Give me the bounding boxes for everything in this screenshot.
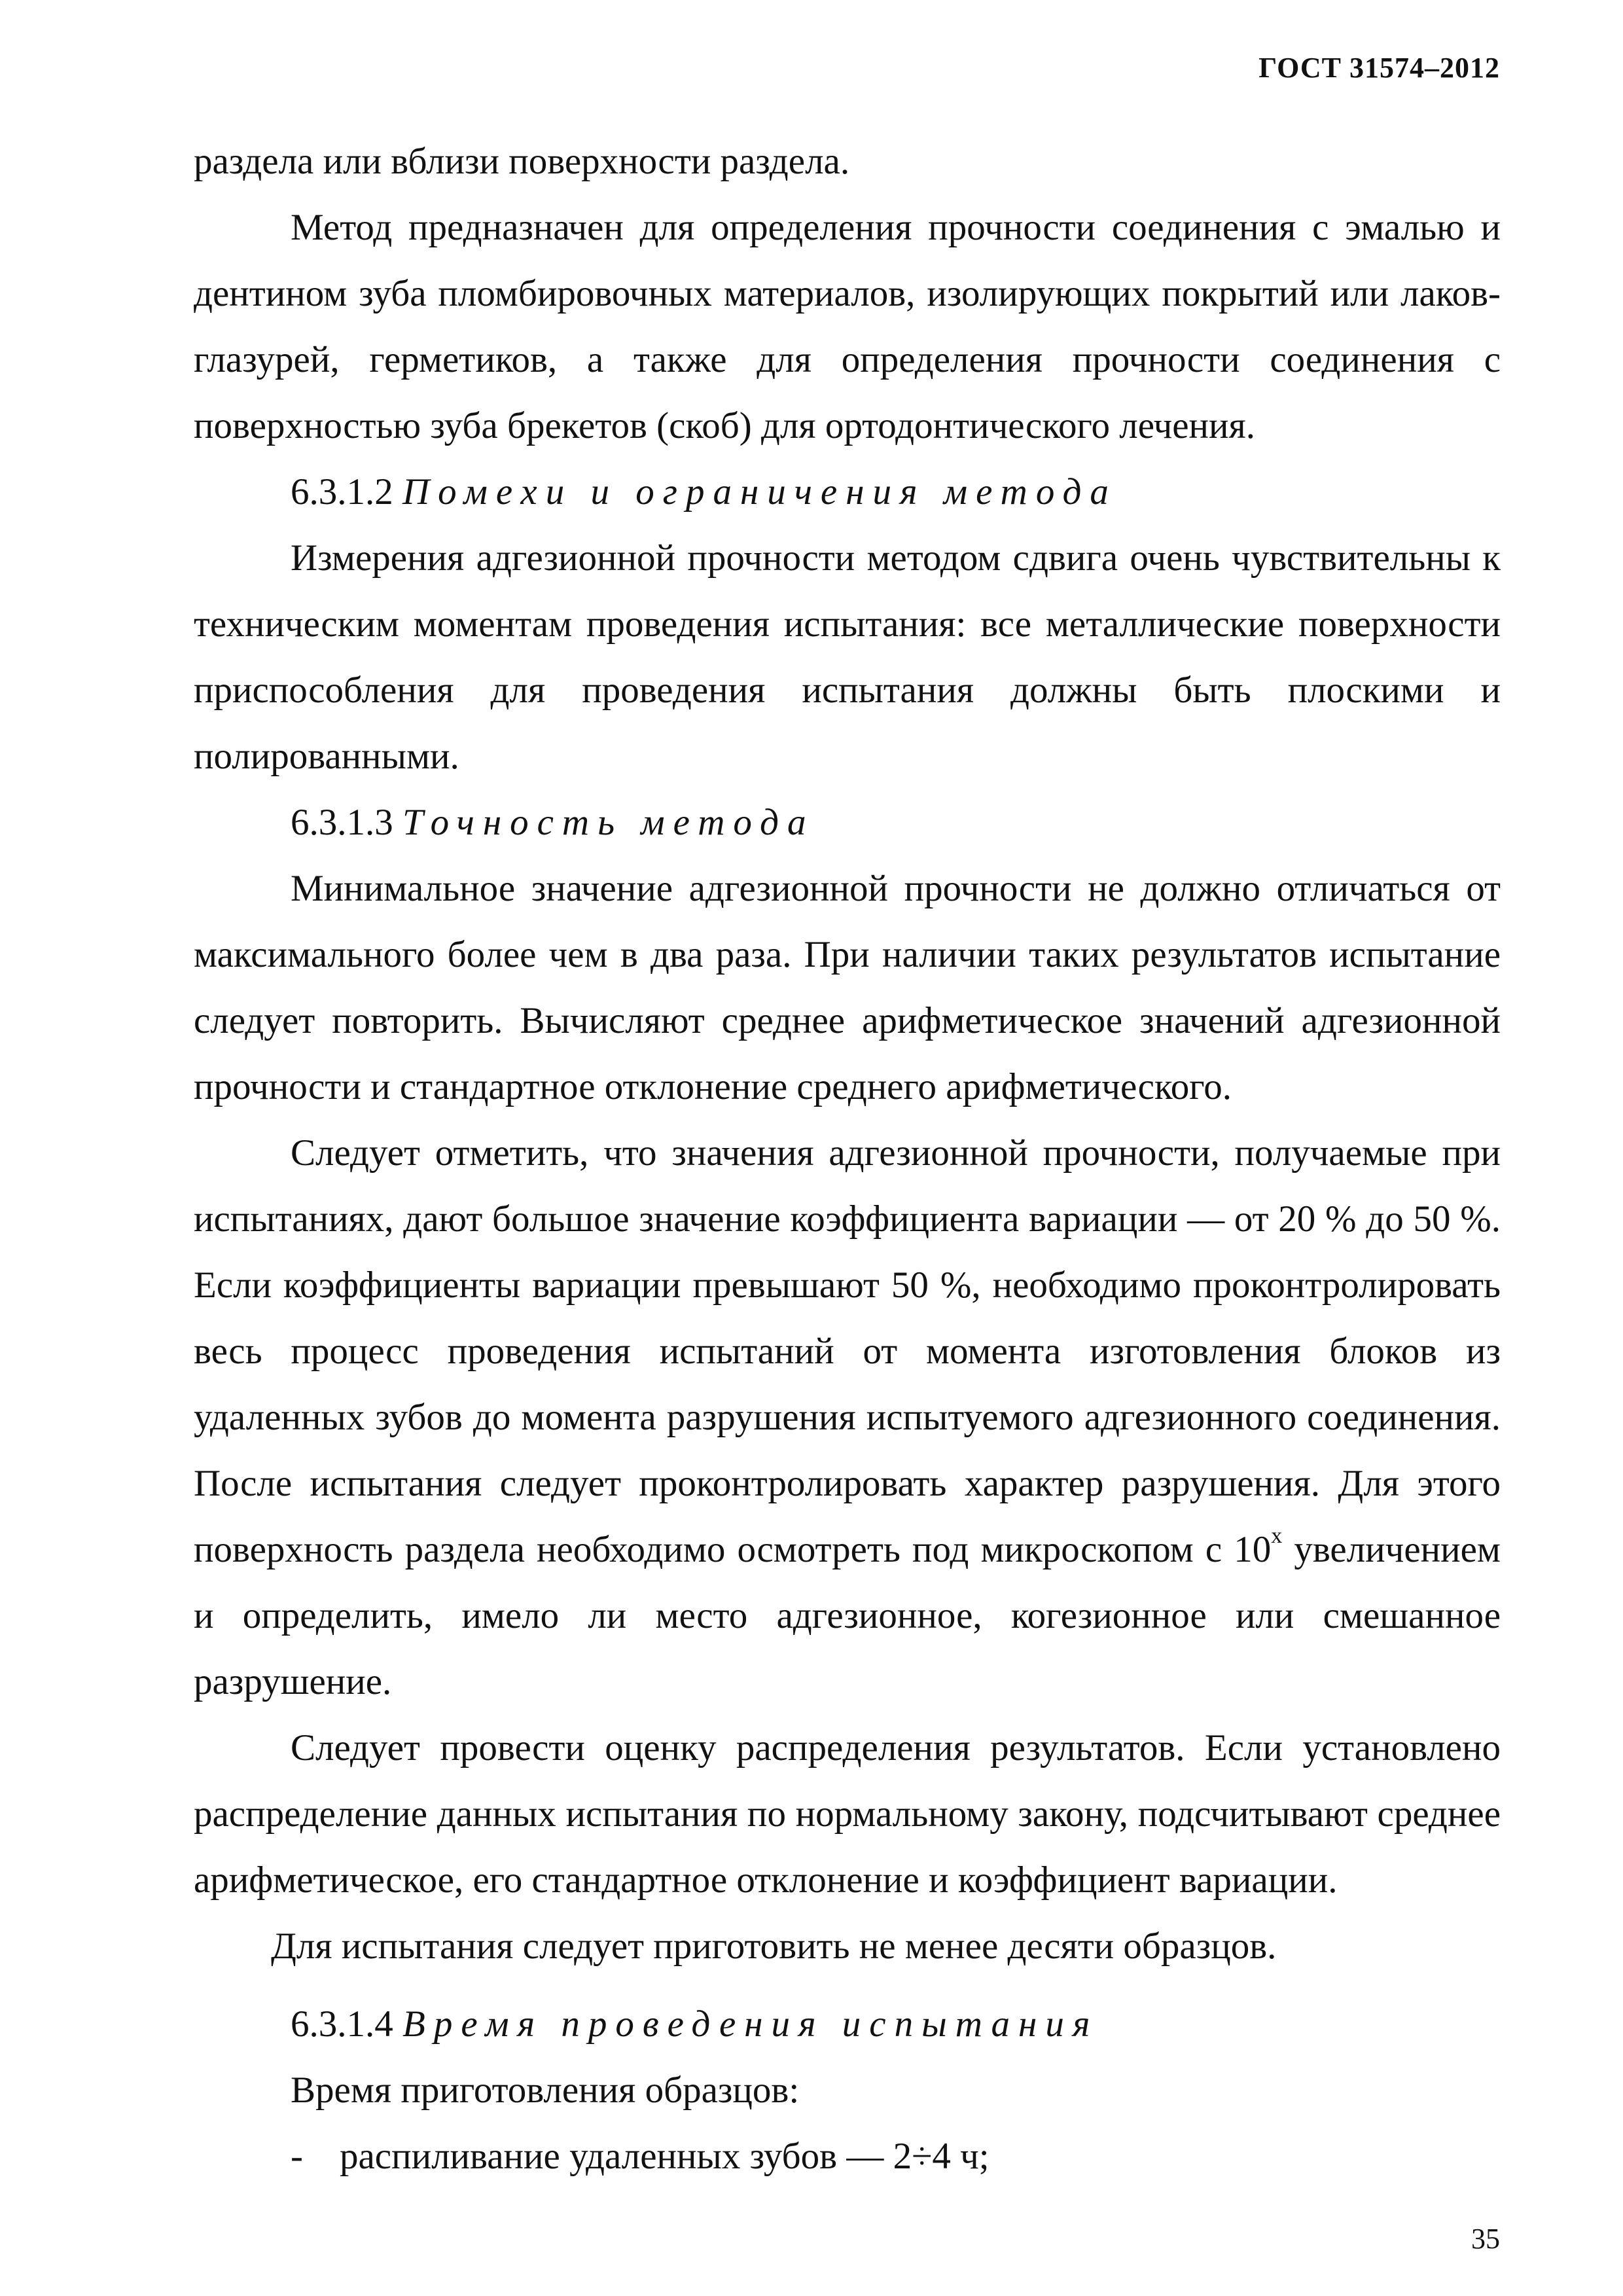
list-item xyxy=(194,2123,1501,2189)
paragraph-continuation: раздела или вблизи поверхности раздела. xyxy=(194,141,850,182)
paragraph-text: увеличением и определить, имело ли место адгезионное, когезионное или смешанное разрушение. xyxy=(194,1529,1501,1702)
subsection-heading-6-3-1-2 xyxy=(194,459,1501,525)
paragraph-interference: Измерения адгезионной прочности методом сдвига очень чувствительны к техническим моментам проведения испытания: все металлические поверхности приспособления для проведения испытания должны быть плоскими и полированными. xyxy=(194,537,1501,777)
page-body xyxy=(194,128,1501,2189)
paragraph-distribution: Следует провести оценку распределения результатов. Если установлено распределение данных испытания по нормальному закону, подсчитывают среднее арифметическое, его стандартное отклонение и коэффициент вариации. xyxy=(194,1727,1501,1901)
paragraph-variation xyxy=(194,1120,1501,1715)
document-header: ГОСТ 31574–2012 xyxy=(1258,52,1500,84)
page-number: 35 xyxy=(1471,2223,1500,2255)
paragraph-accuracy: Минимальное значение адгезионной прочности не должно отличаться от максимального более чем в два раза. При наличии таких результатов испытание следует повторить. Вычисляют среднее арифметическое значений адгезионной прочности и стандартное отклонение среднего арифметического. xyxy=(194,868,1501,1107)
paragraph-method-purpose: Метод предназначен для определения прочности соединения с эмалью и дентином зуба пломбировочных материалов, изолирующих покрытий или лаков-глазурей, герметиков, а также для определения прочности соединения с поверхностью зуба брекетов (скоб) для ортодонтического лечения. xyxy=(194,207,1501,446)
superscript-x: х xyxy=(1271,1524,1283,1549)
subsection-number: 6.3.1.2 xyxy=(291,471,402,512)
list-marker: - xyxy=(291,2136,303,2177)
paragraph-prep-time: Время приготовления образцов: xyxy=(291,2070,800,2111)
subsection-title: Время проведения испытания xyxy=(402,2003,1099,2045)
subsection-heading-6-3-1-3 xyxy=(194,789,1501,855)
subsection-number: 6.3.1.3 xyxy=(291,802,402,843)
paragraph-sample-count: Для испытания следует приготовить не менее десяти образцов. xyxy=(271,1926,1277,1967)
subsection-heading-6-3-1-4 xyxy=(194,1991,1501,2057)
subsection-title: Точность метода xyxy=(402,802,815,843)
subsection-title: Помехи и ограничения метода xyxy=(402,471,1117,512)
list-item-text: распиливание удаленных зубов — 2÷4 ч; xyxy=(340,2136,990,2177)
paragraph-text: Следует отметить, что значения адгезионной прочности, получаемые при испытаниях, дают большое значение коэффициента вариации — от 20 % до 50 %. Если коэффициенты вариации превышают 50 %, необходимо проконтролировать весь процесс проведения испытаний от момента изготовления блоков из удаленных зубов до момента разрушения испытуемого адгезионного соединения. После испытания следует проконтролировать характер разрушения. Для этого поверхность раздела необходимо осмотреть под микроскопом с 10 xyxy=(194,1132,1501,1570)
subsection-number: 6.3.1.4 xyxy=(291,2003,402,2045)
